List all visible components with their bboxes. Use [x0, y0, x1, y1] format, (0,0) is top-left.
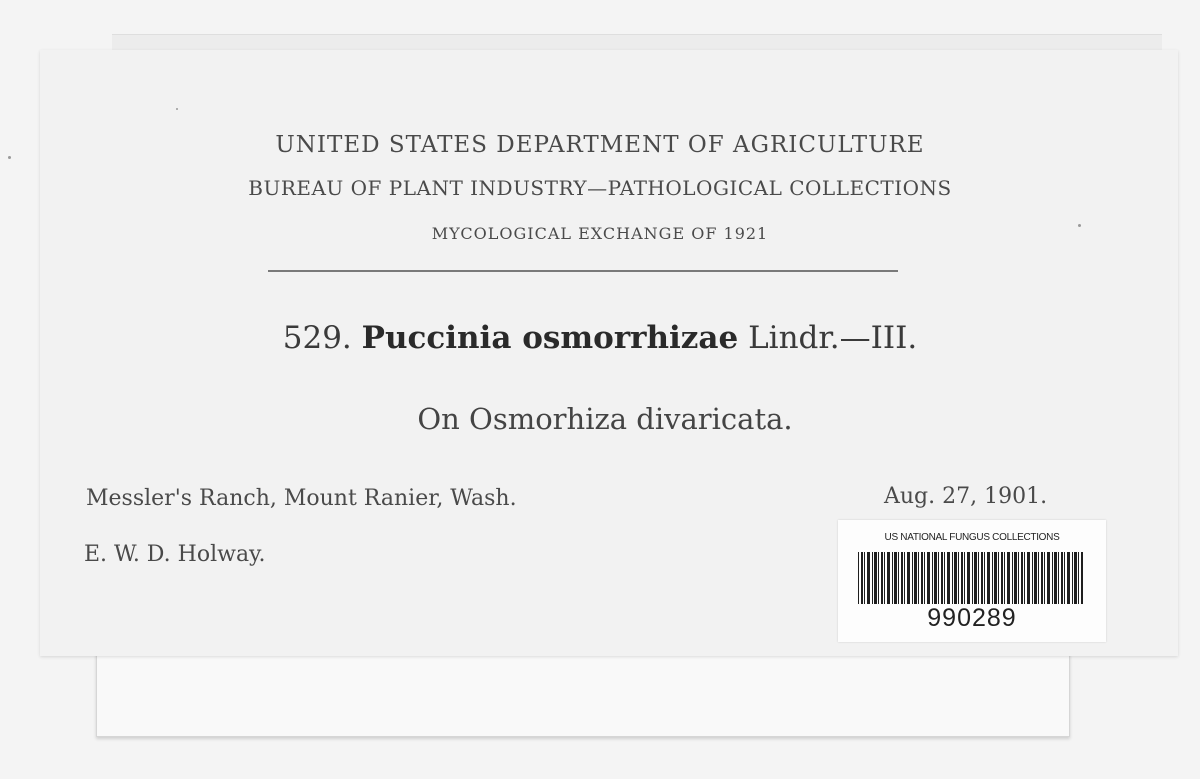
- host-line: On Osmorhiza divaricata.: [417, 402, 793, 436]
- species-name: Puccinia osmorrhizae: [361, 320, 739, 356]
- specimen-label: [40, 50, 1178, 656]
- department-heading: UNITED STATES DEPARTMENT OF AGRICULTURE: [275, 132, 925, 158]
- collection-date: Aug. 27, 1901.: [884, 484, 1048, 509]
- lower-paper-sheet: [96, 650, 1070, 737]
- barcode-institution: US NATIONAL FUNGUS COLLECTIONS: [884, 532, 1060, 543]
- exchange-heading: MYCOLOGICAL EXCHANGE OF 1921: [431, 224, 769, 243]
- collector: E. W. D. Holway.: [84, 542, 266, 567]
- locality: Messler's Ranch, Mount Ranier, Wash.: [86, 486, 517, 511]
- header-divider: [268, 270, 898, 272]
- paper-speck: [8, 156, 11, 159]
- specimen-number: 529.: [282, 320, 352, 356]
- paper-speck: [1078, 224, 1081, 227]
- barcode-label: [838, 520, 1106, 642]
- barcode-number: 990289: [927, 604, 1017, 632]
- bureau-heading: BUREAU OF PLANT INDUSTRY—PATHOLOGICAL COLLECTIONS: [248, 176, 952, 200]
- paper-speck: [176, 108, 178, 110]
- species-line: [40, 320, 1160, 356]
- species-authority: Lindr.—III.: [748, 320, 918, 356]
- barcode-icon: [858, 552, 1086, 604]
